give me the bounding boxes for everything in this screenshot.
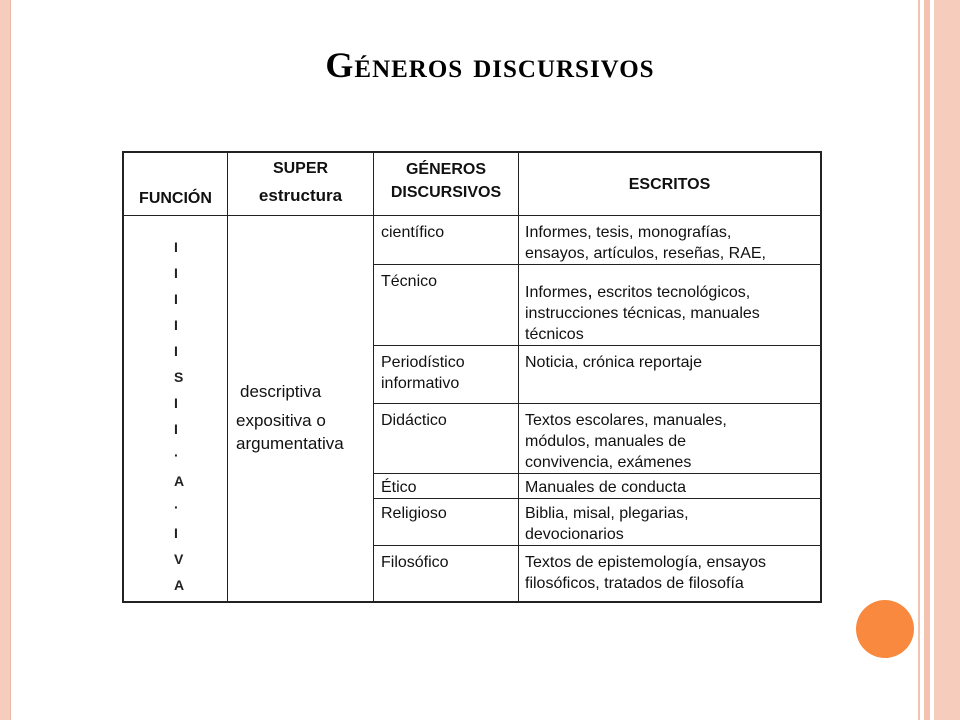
superestructura-cell [228,216,374,602]
header-superestructura: SUPER estructura [228,152,374,216]
genero-cell: Técnico [374,265,519,346]
genero-cell: Ético [374,474,519,499]
header-escritos: ESCRITOS [519,152,822,216]
superestructura-text: descriptiva expositiva o argumentativa [236,382,344,453]
genero-cell: Didáctico [374,404,519,474]
escritos-cell: Noticia, crónica reportaje [519,346,822,404]
genres-table [122,151,822,603]
genero-cell: Filosófico [374,546,519,602]
escritos-cell: Informes, tesis, monografías, ensayos, artículos, reseñas, RAE, [519,216,822,265]
escritos-cell: Informes, escritos tecnológicos, instrucciones técnicas, manuales técnicos [519,265,822,346]
escritos-cell: Textos escolares, manuales, módulos, manuales de convivencia, exámenes [519,404,822,474]
funcion-vertical-text: I I I I I S I I · A · I V A [174,239,185,593]
escritos-cell: Manuales de conducta [519,474,822,499]
decorative-orange-circle [856,600,914,658]
genero-cell: científico [374,216,519,265]
funcion-cell [123,216,228,602]
escritos-cell: Textos de epistemología, ensayos filosóficos, tratados de filosofía [519,546,822,602]
genero-cell: Periodístico informativo [374,346,519,404]
table-header-row [123,152,821,216]
table-row [123,216,821,265]
escritos-cell: Biblia, misal, plegarias, devocionarios [519,499,822,546]
left-frame-border [0,0,10,720]
genero-cell: Religioso [374,499,519,546]
header-funcion: FUNCIÓN [123,152,228,216]
right-frame-stripes [918,0,960,720]
header-generos: GÉNEROS DISCURSIVOS [374,152,519,216]
slide-title: Géneros discursivos [325,45,655,85]
